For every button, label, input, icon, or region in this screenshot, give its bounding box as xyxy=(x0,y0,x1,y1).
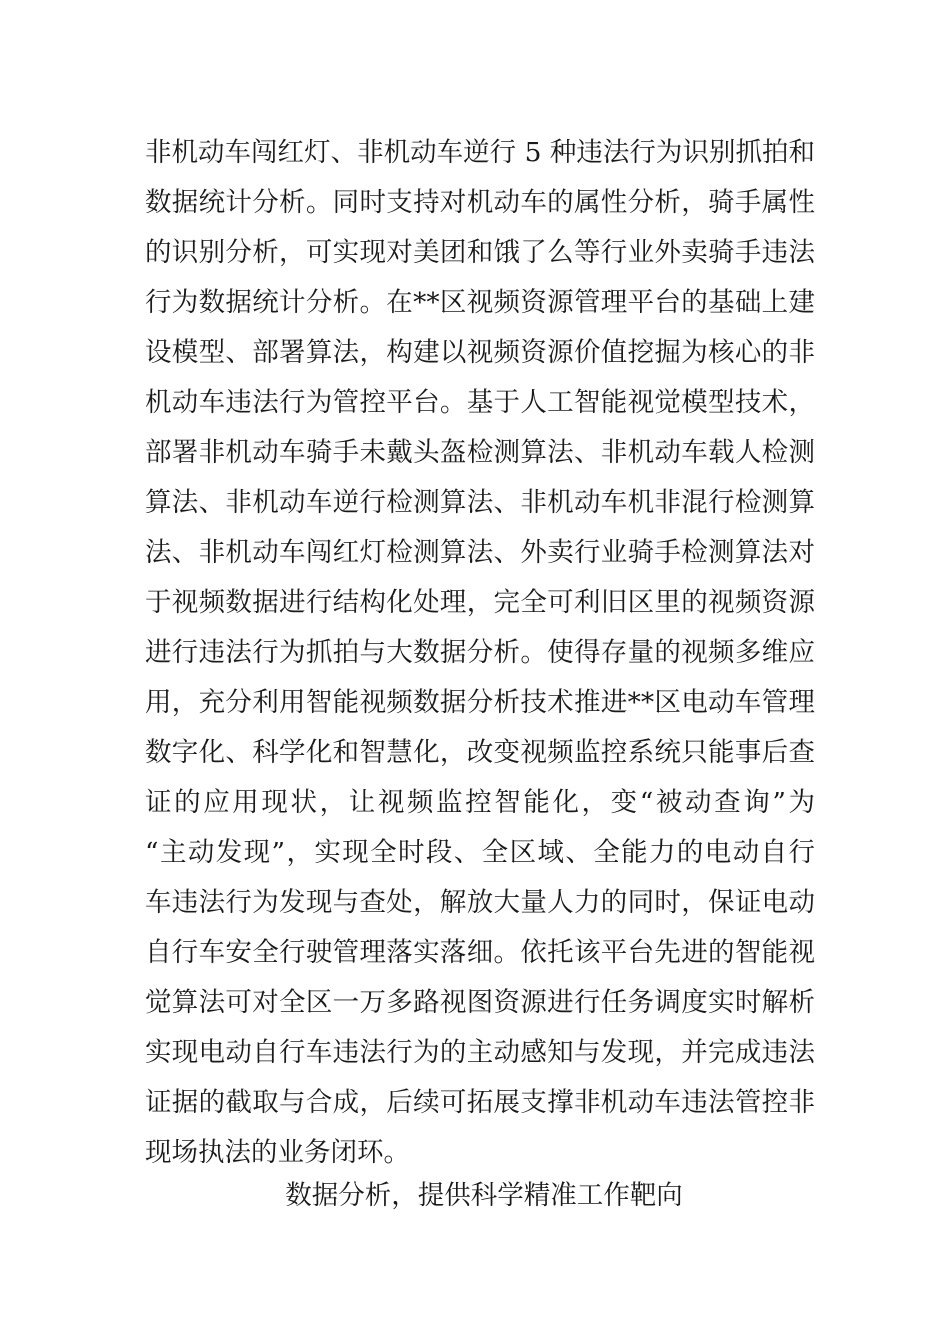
paragraph-line: 自行车安全行驶管理落实落细。依托该平台先进的智能视 xyxy=(145,937,815,968)
paragraph-line: 行为数据统计分析。在**区视频资源管理平台的基础上建 xyxy=(145,287,815,318)
paragraph-line: 机动车违法行为管控平台。基于人工智能视觉模型技术， xyxy=(145,387,815,418)
paragraph-line: 证的应用现状，让视频监控智能化，变“被动查询”为 xyxy=(145,787,815,818)
paragraph-line: “主动发现”，实现全时段、全区域、全能力的电动自行 xyxy=(145,837,815,868)
paragraph-line: 用，充分利用智能视频数据分析技术推进**区电动车管理 xyxy=(145,687,815,718)
paragraph-line: 数据统计分析。同时支持对机动车的属性分析，骑手属性 xyxy=(145,187,815,218)
paragraph-line: 非机动车闯红灯、非机动车逆行 5 种违法行为识别抓拍和 xyxy=(145,137,815,168)
body-paragraph xyxy=(145,128,815,1178)
section-heading: 数据分析，提供科学精准工作靶向 xyxy=(285,1180,683,1211)
paragraph-line: 于视频数据进行结构化处理，完全可利旧区里的视频资源 xyxy=(145,587,815,618)
paragraph-line: 法、非机动车闯红灯检测算法、外卖行业骑手检测算法对 xyxy=(145,537,815,568)
paragraph-line: 数字化、科学化和智慧化，改变视频监控系统只能事后查 xyxy=(145,737,815,768)
paragraph-line: 车违法行为发现与查处，解放大量人力的同时，保证电动 xyxy=(145,887,815,918)
paragraph-line: 算法、非机动车逆行检测算法、非机动车机非混行检测算 xyxy=(145,487,815,518)
paragraph-line: 设模型、部署算法，构建以视频资源价值挖掘为核心的非 xyxy=(145,337,815,368)
paragraph-line: 证据的截取与合成，后续可拓展支撑非机动车违法管控非 xyxy=(145,1087,815,1118)
paragraph-line: 的识别分析，可实现对美团和饿了么等行业外卖骑手违法 xyxy=(145,237,815,268)
paragraph-line: 进行违法行为抓拍与大数据分析。使得存量的视频多维应 xyxy=(145,637,815,668)
paragraph-line: 实现电动自行车违法行为的主动感知与发现，并完成违法 xyxy=(145,1037,815,1068)
paragraph-line: 现场执法的业务闭环。 xyxy=(145,1137,410,1168)
paragraph-line: 觉算法可对全区一万多路视图资源进行任务调度实时解析 xyxy=(145,987,815,1018)
paragraph-line: 部署非机动车骑手未戴头盔检测算法、非机动车载人检测 xyxy=(145,437,815,468)
